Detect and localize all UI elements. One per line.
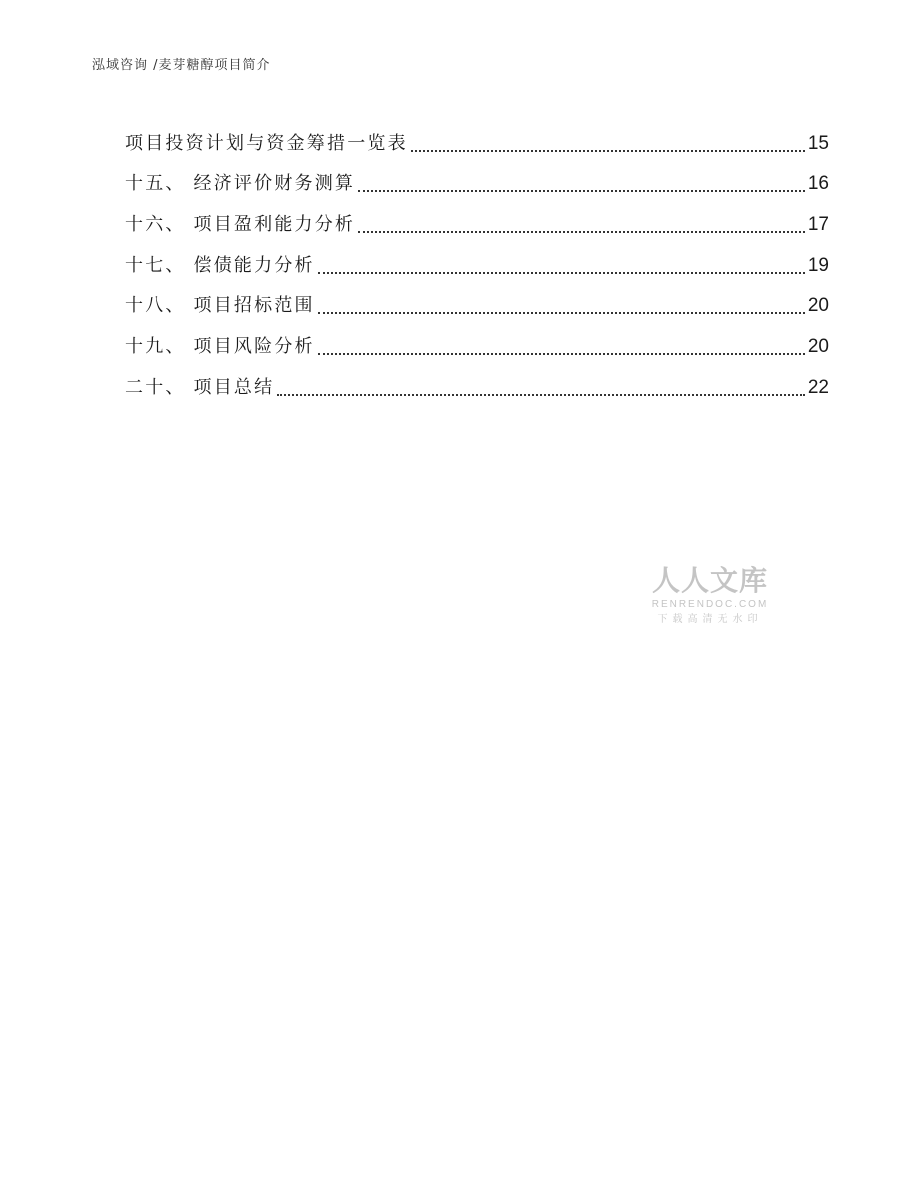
page-header: 泓域咨询 /麦芽糖醇项目简介: [92, 58, 271, 73]
toc-entry-page: 20: [807, 336, 829, 358]
watermark-brand: 人人文库: [651, 564, 768, 597]
toc-entry[interactable]: [125, 163, 829, 204]
toc-entry[interactable]: [125, 122, 829, 163]
toc-entry[interactable]: [125, 325, 829, 366]
toc-entry-title: 十八、 项目招标范围: [125, 295, 315, 317]
toc-entry-title: 二十、 项目总结: [125, 376, 275, 398]
watermark: [647, 565, 773, 628]
toc-entry-page: 16: [807, 173, 829, 195]
toc-dot-leader: [318, 271, 805, 274]
toc-dot-leader: [318, 311, 805, 314]
toc-entry[interactable]: [125, 366, 829, 407]
toc-dot-leader: [358, 189, 805, 192]
toc-entry-page: 19: [807, 254, 829, 276]
toc-entry[interactable]: [125, 244, 829, 285]
toc-dot-leader: [358, 230, 805, 233]
table-of-contents: [125, 122, 829, 407]
toc-entry[interactable]: [125, 203, 829, 244]
toc-dot-leader: [277, 393, 805, 396]
toc-entry-title: 十六、 项目盈利能力分析: [125, 214, 356, 236]
toc-entry-title: 十九、 项目风险分析: [125, 336, 315, 358]
toc-entry-page: 17: [807, 214, 829, 236]
toc-entry-page: 20: [807, 295, 829, 317]
toc-entry-title: 十七、 偿债能力分析: [125, 254, 315, 276]
toc-entry-title: 项目投资计划与资金筹措一览表: [125, 132, 408, 154]
toc-dot-leader: [318, 352, 805, 355]
toc-entry-title: 十五、 经济评价财务测算: [125, 173, 356, 195]
toc-dot-leader: [411, 149, 805, 152]
toc-entry[interactable]: [125, 285, 829, 326]
watermark-slogan: 下载高清无水印: [657, 614, 763, 625]
toc-entry-page: 15: [807, 132, 829, 154]
watermark-domain: RENRENDOC.COM: [651, 599, 769, 610]
header-rule: [92, 77, 828, 78]
toc-entry-page: 22: [807, 376, 829, 398]
